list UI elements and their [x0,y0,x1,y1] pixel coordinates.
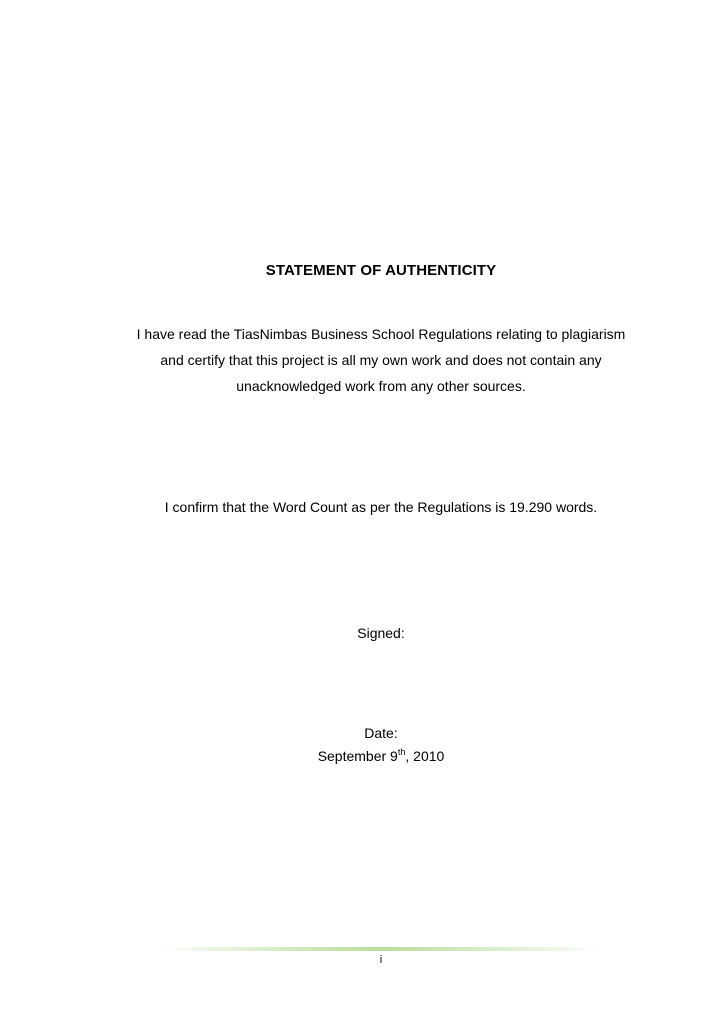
date-month-day: September 9 [317,748,398,764]
signed-label: Signed: [357,625,405,641]
date-value [0,748,728,764]
word-count-statement: I confirm that the Word Count as per the Regulations is 19.290 words. [164,499,598,515]
declaration-line: I have read the TiasNimbas Business School Regulations relating to plagiarism [136,326,626,342]
document-title: STATEMENT OF AUTHENTICITY [265,262,497,279]
declaration-line: and certify that this project is all my own work and does not contain any [160,352,602,368]
declaration-line: unacknowledged work from any other sources. [236,378,526,394]
date-label: Date: [364,725,398,741]
page-number: i [379,954,383,966]
date-year: , 2010 [405,748,445,764]
date-ordinal-suffix: th [397,747,406,757]
declaration-paragraph [100,321,662,399]
footer-divider [160,947,600,951]
